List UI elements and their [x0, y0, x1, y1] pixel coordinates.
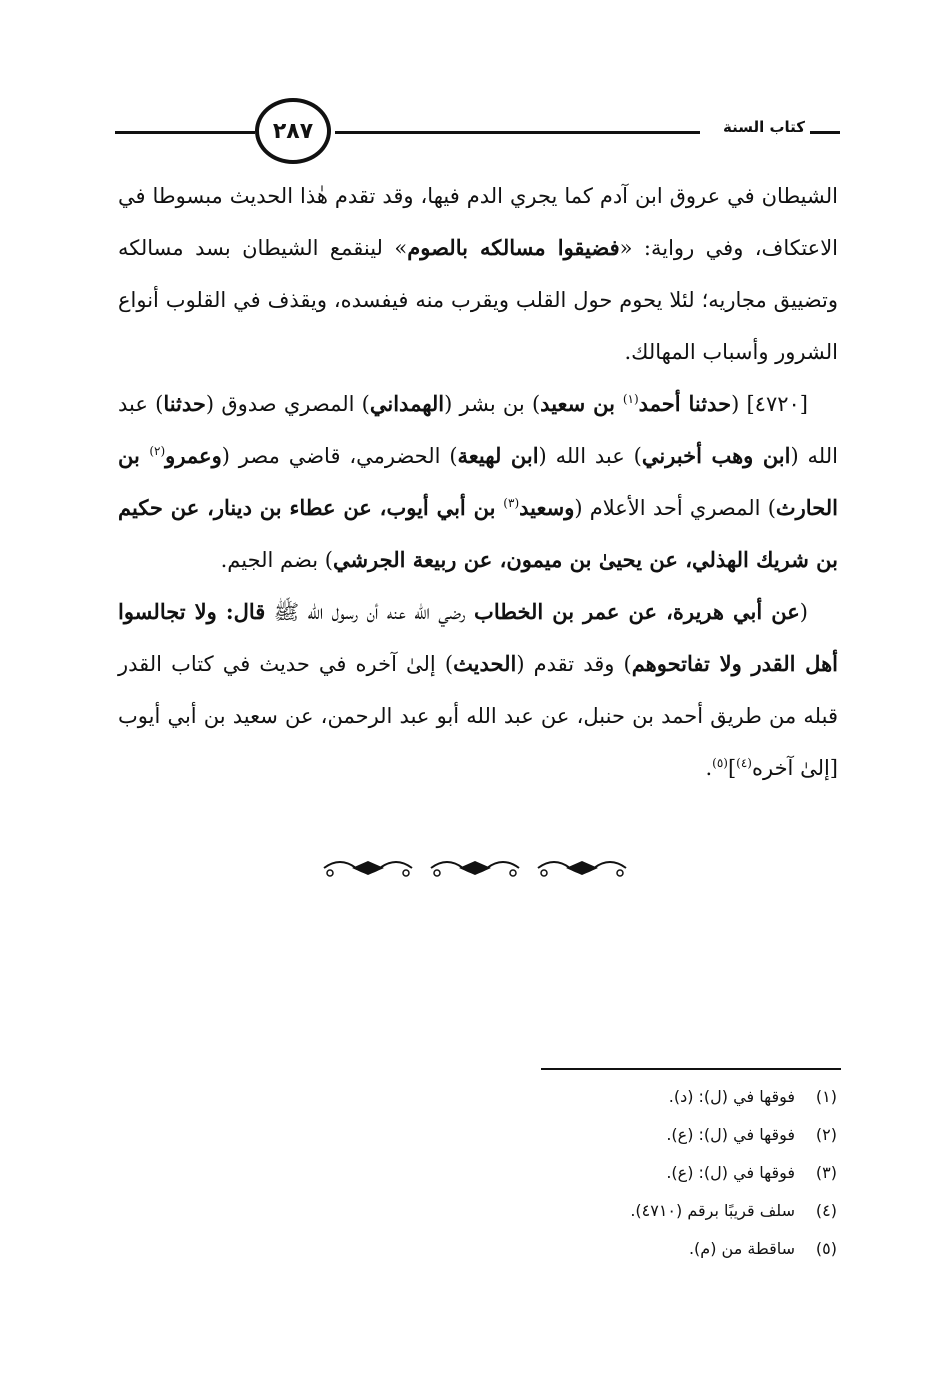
p2-b2: بن سعيد [540, 391, 623, 416]
p3-f: ] [727, 756, 737, 780]
book-title: كتاب السنة [722, 118, 805, 136]
ornament-icon [427, 853, 523, 883]
footnote-item [337, 1192, 837, 1230]
p2-e: ) عبد الله ( [118, 392, 838, 468]
footnote-item [337, 1230, 837, 1268]
p2-b6: ابن لهيعة [457, 443, 539, 468]
footnote-text: ساقطة من (م). [688, 1239, 795, 1258]
p2-i: ) بضم الجيم. [220, 548, 333, 572]
footnote-ref-5[interactable]: (٥) [712, 756, 728, 770]
footnote-item [337, 1116, 837, 1154]
p2-b10: بن أبي أيوب، عن عطاء بن دينار، عن حكيم بن شريك الهذلي، عن يحيىٰ بن ميمون، عن ربيعة الجرشي [118, 495, 838, 572]
p3-b2: قال: ولا تجالسوا أهل القدر ولا تفاتحوهم [118, 599, 838, 676]
header-rule-right [810, 131, 840, 134]
p1-bold: فضيقوا مسالكه بالصوم [407, 235, 620, 260]
p3-e: ) إلىٰ آخره في حديث في كتاب القدر قبله من طريق أحمد بن حنبل، عن عبد الله أبو عبد الرحمن، عن سعيد بن أبي أيوب [إلىٰ آخره [118, 652, 838, 780]
footnote-separator [541, 1068, 841, 1070]
p2-d: ) المصري صدوق ( [205, 392, 370, 416]
paragraph-3 [118, 586, 838, 794]
p2-b8: بن الحارث [118, 443, 838, 520]
footnote-text: فوقها في (ل): (ع). [666, 1163, 795, 1182]
p1-end: » لينقمع الشيطان بسد مسالكه وتضييق مجاريه؛ لئلا يحوم حول القلب ويقرب منه فيفسده، ويقذف في القلوب أنواع الشرور وأسباب المهالك. [118, 236, 838, 364]
p3-c: رضي الله عنه أن رسول الله ﷺ [265, 600, 475, 624]
p3-g: . [705, 756, 713, 780]
header-rule-middle [335, 131, 700, 134]
footnote-text: سلف قريبًا برقم (٤٧١٠). [630, 1201, 795, 1220]
footnote-number: (٤) [815, 1201, 837, 1220]
section-divider-ornament [320, 848, 630, 888]
p2-f: ) عبد الله ( [538, 444, 642, 468]
p2-b9: وسعيد [519, 495, 575, 520]
p2-g: ) الحضرمي، قاضي مصر ( [221, 444, 458, 468]
page-header [110, 98, 840, 168]
footnote-text: فوقها في (ل): (ع). [666, 1125, 795, 1144]
footnote-item [337, 1154, 837, 1192]
p3-d: ) وقد تقدم ( [516, 652, 632, 676]
p3-a: ( [799, 600, 808, 624]
footnote-ref-4[interactable]: (٤) [736, 756, 752, 770]
p2-b5: ابن وهب أخبرني [641, 443, 791, 468]
footnote-item [337, 1078, 837, 1116]
p2-b3: الهمداني [369, 391, 445, 416]
main-text [118, 170, 838, 794]
p3-b1: عن أبي هريرة، عن عمر بن الخطاب [474, 599, 800, 624]
p2-b7: وعمرو [165, 443, 222, 468]
footnote-ref-2[interactable]: (٢) [149, 444, 166, 458]
footnote-number: (٣) [815, 1163, 837, 1182]
ornament-icon [534, 853, 630, 883]
p2-b1: حدثنا أحمد [638, 391, 732, 416]
paragraph-2 [118, 378, 838, 586]
p2-h: ) المصري أحد الأعلام ( [574, 496, 776, 520]
ornament-icon [320, 853, 416, 883]
p3-b3: الحديث [453, 651, 517, 676]
footnote-ref-1[interactable]: (١) [622, 392, 639, 406]
p2-c: ) بن بشر ( [444, 392, 541, 416]
footnote-number: (٢) [815, 1125, 837, 1144]
p2-a: [٤٧٢٠] ( [731, 392, 808, 416]
page-number: ٢٨٧ [255, 98, 331, 164]
footnote-number: (١) [815, 1087, 837, 1106]
footnote-ref-3[interactable]: (٣) [503, 496, 520, 510]
header-rule-left [115, 131, 255, 134]
p2-b4: حدثنا [163, 391, 206, 416]
footnotes [337, 1078, 837, 1268]
p1-text: الشيطان في عروق ابن آدم كما يجري الدم فيها، وقد تقدم هٰذا الحديث مبسوطا في الاعتكاف، وفي رواية: « [118, 184, 839, 260]
footnote-text: فوقها في (ل): (د). [668, 1087, 795, 1106]
paragraph-1 [118, 170, 838, 378]
footnote-number: (٥) [815, 1239, 837, 1258]
